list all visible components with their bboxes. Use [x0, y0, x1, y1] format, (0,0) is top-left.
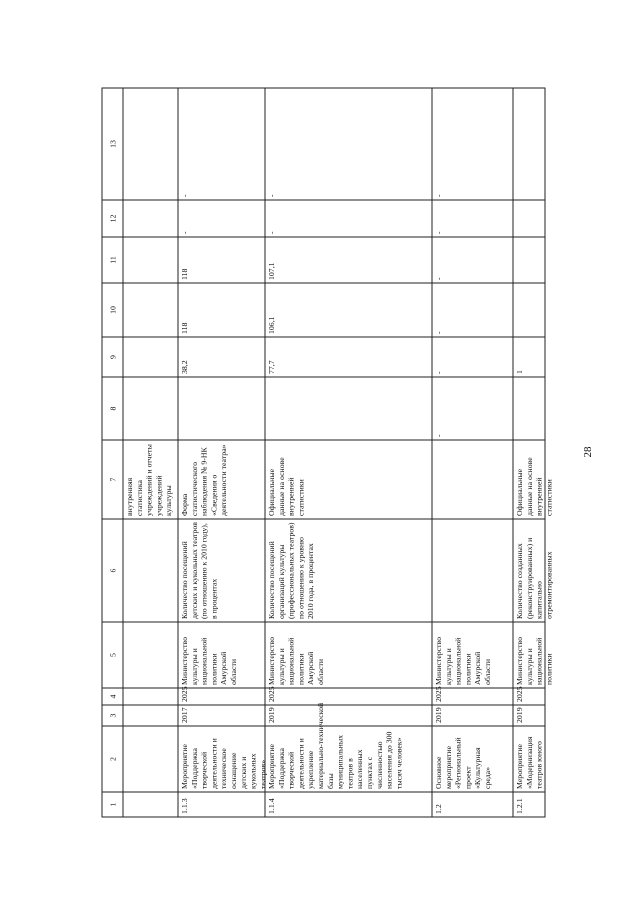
cell-1.1.3-col-4: 2025	[180, 686, 189, 702]
page-number: 28	[582, 446, 594, 458]
cell-continuation-col-7: внутренняястатистикаучреждений и отчетыучрежденийкультуры	[125, 444, 174, 516]
cell-1.1.3-col-9: 38,2	[180, 360, 189, 374]
cell-1.2-col-11: -	[434, 277, 443, 280]
header-cell-2: 2	[108, 757, 118, 761]
cell-1.2.1-col-5: Министерствокультуры инациональнойполитики	[515, 636, 554, 685]
cell-1.1.4-col-9: 77,7	[267, 360, 276, 374]
cell-1.1.4-col-10: 106,1	[267, 316, 276, 334]
header-cell-5: 5	[108, 653, 118, 657]
header-cell-13: 13	[108, 140, 118, 148]
header-cell-10: 10	[108, 306, 118, 314]
header-cell-8: 8	[108, 406, 118, 411]
cell-1.2.1-col-1: 1.2.1	[515, 798, 524, 814]
cell-1.1.4-col-3: 2019	[267, 707, 276, 723]
cell-1.1.4-col-13: -	[267, 194, 276, 197]
cell-1.2.1-col-4: 2025	[515, 686, 524, 702]
cell-1.1.4-col-7: Официальныеданные на основевнутреннейстатистики	[267, 457, 306, 516]
cell-1.2-col-9: -	[434, 371, 443, 374]
cell-1.2-col-4: 2025	[434, 686, 443, 702]
cell-1.1.3-col-10: 118	[180, 322, 189, 334]
cell-1.1.3-col-11: 118	[180, 268, 189, 280]
cell-1.1.3-col-2: Мероприятие«Поддержкатворческойдеятельности итехническоеоснащениедетских икукольныхтеатров»	[180, 738, 268, 789]
cell-1.2-col-3: 2019	[434, 707, 443, 723]
cell-1.1.3-col-5: Министерствокультуры инациональнойполитикиАмурскойобласти	[180, 636, 238, 685]
cell-1.1.3-col-6: Количество посещенийдетских и кукольных театров(по отношению к 2010 году),в процентах	[180, 522, 219, 619]
header-cell-12: 12	[108, 214, 118, 223]
cell-1.1.4-col-11: 107,1	[267, 262, 276, 280]
cell-1.2.1-col-3: 2019	[515, 707, 524, 723]
cell-1.1.3-col-13: -	[180, 194, 189, 197]
header-cell-11: 11	[108, 256, 118, 264]
cell-1.1.3-col-1: 1.1.3	[180, 798, 189, 814]
table-grid	[102, 88, 553, 817]
header-cell-7: 7	[108, 477, 118, 482]
cell-1.2-col-2: Основноемероприятие«Региональныйпроект«Культурнаясреда»	[434, 737, 492, 789]
cell-1.1.4-col-6: Количество посещенийорганизаций культуры(профессиональных театров)по отношению к уровню2010 года, в процентах	[267, 522, 316, 619]
cell-1.1.4-col-1: 1.1.4	[267, 798, 276, 814]
cell-1.1.4-col-2: Мероприятие«Поддержкатворческойдеятельности иукреплениематериально-техническойбазымуниципальныхтеатров внаселенныхпунктах счисленностьюнаселения до 300тысяч человек»	[267, 702, 404, 789]
cell-1.1.4-col-5: Министерствокультуры инациональнойполитикиАмурскойобласти	[267, 636, 325, 685]
cell-1.2-col-8: -	[434, 434, 443, 437]
cell-1.2-col-13: -	[434, 194, 443, 197]
cell-1.2-col-10: -	[434, 331, 443, 334]
cell-1.1.3-col-3: 2017	[180, 707, 189, 723]
cell-1.1.3-col-12: -	[180, 231, 189, 234]
header-cell-1: 1	[108, 802, 118, 807]
header-cell-9: 9	[108, 355, 118, 359]
cell-1.2.1-col-6: Количество созданных(реконструированных) икапитальноотремонтированных	[515, 537, 554, 619]
cell-1.1.3-col-7: Формастатистическогонаблюдения № 9-НК«Сведения одеятельности театра»	[180, 444, 229, 516]
cell-1.2-col-1: 1.2	[434, 804, 443, 814]
cell-1.2.1-col-2: Мероприятие«Модернизациятеатров юного	[515, 736, 544, 789]
header-cell-6: 6	[108, 568, 118, 573]
cell-1.1.4-col-12: -	[267, 231, 276, 234]
header-cell-4: 4	[108, 694, 118, 699]
header-cell-3: 3	[108, 713, 118, 718]
cell-1.1.4-col-4: 2025	[267, 686, 276, 702]
cell-1.2-col-12: -	[434, 231, 443, 234]
cell-1.2.1-col-7: Официальныеданные на основевнутреннейстатистики	[515, 457, 554, 516]
cell-1.2.1-col-9: 1	[515, 370, 524, 374]
cell-1.2-col-5: Министерствокультуры инациональнойполитикиАмурскойобласти	[434, 636, 492, 685]
